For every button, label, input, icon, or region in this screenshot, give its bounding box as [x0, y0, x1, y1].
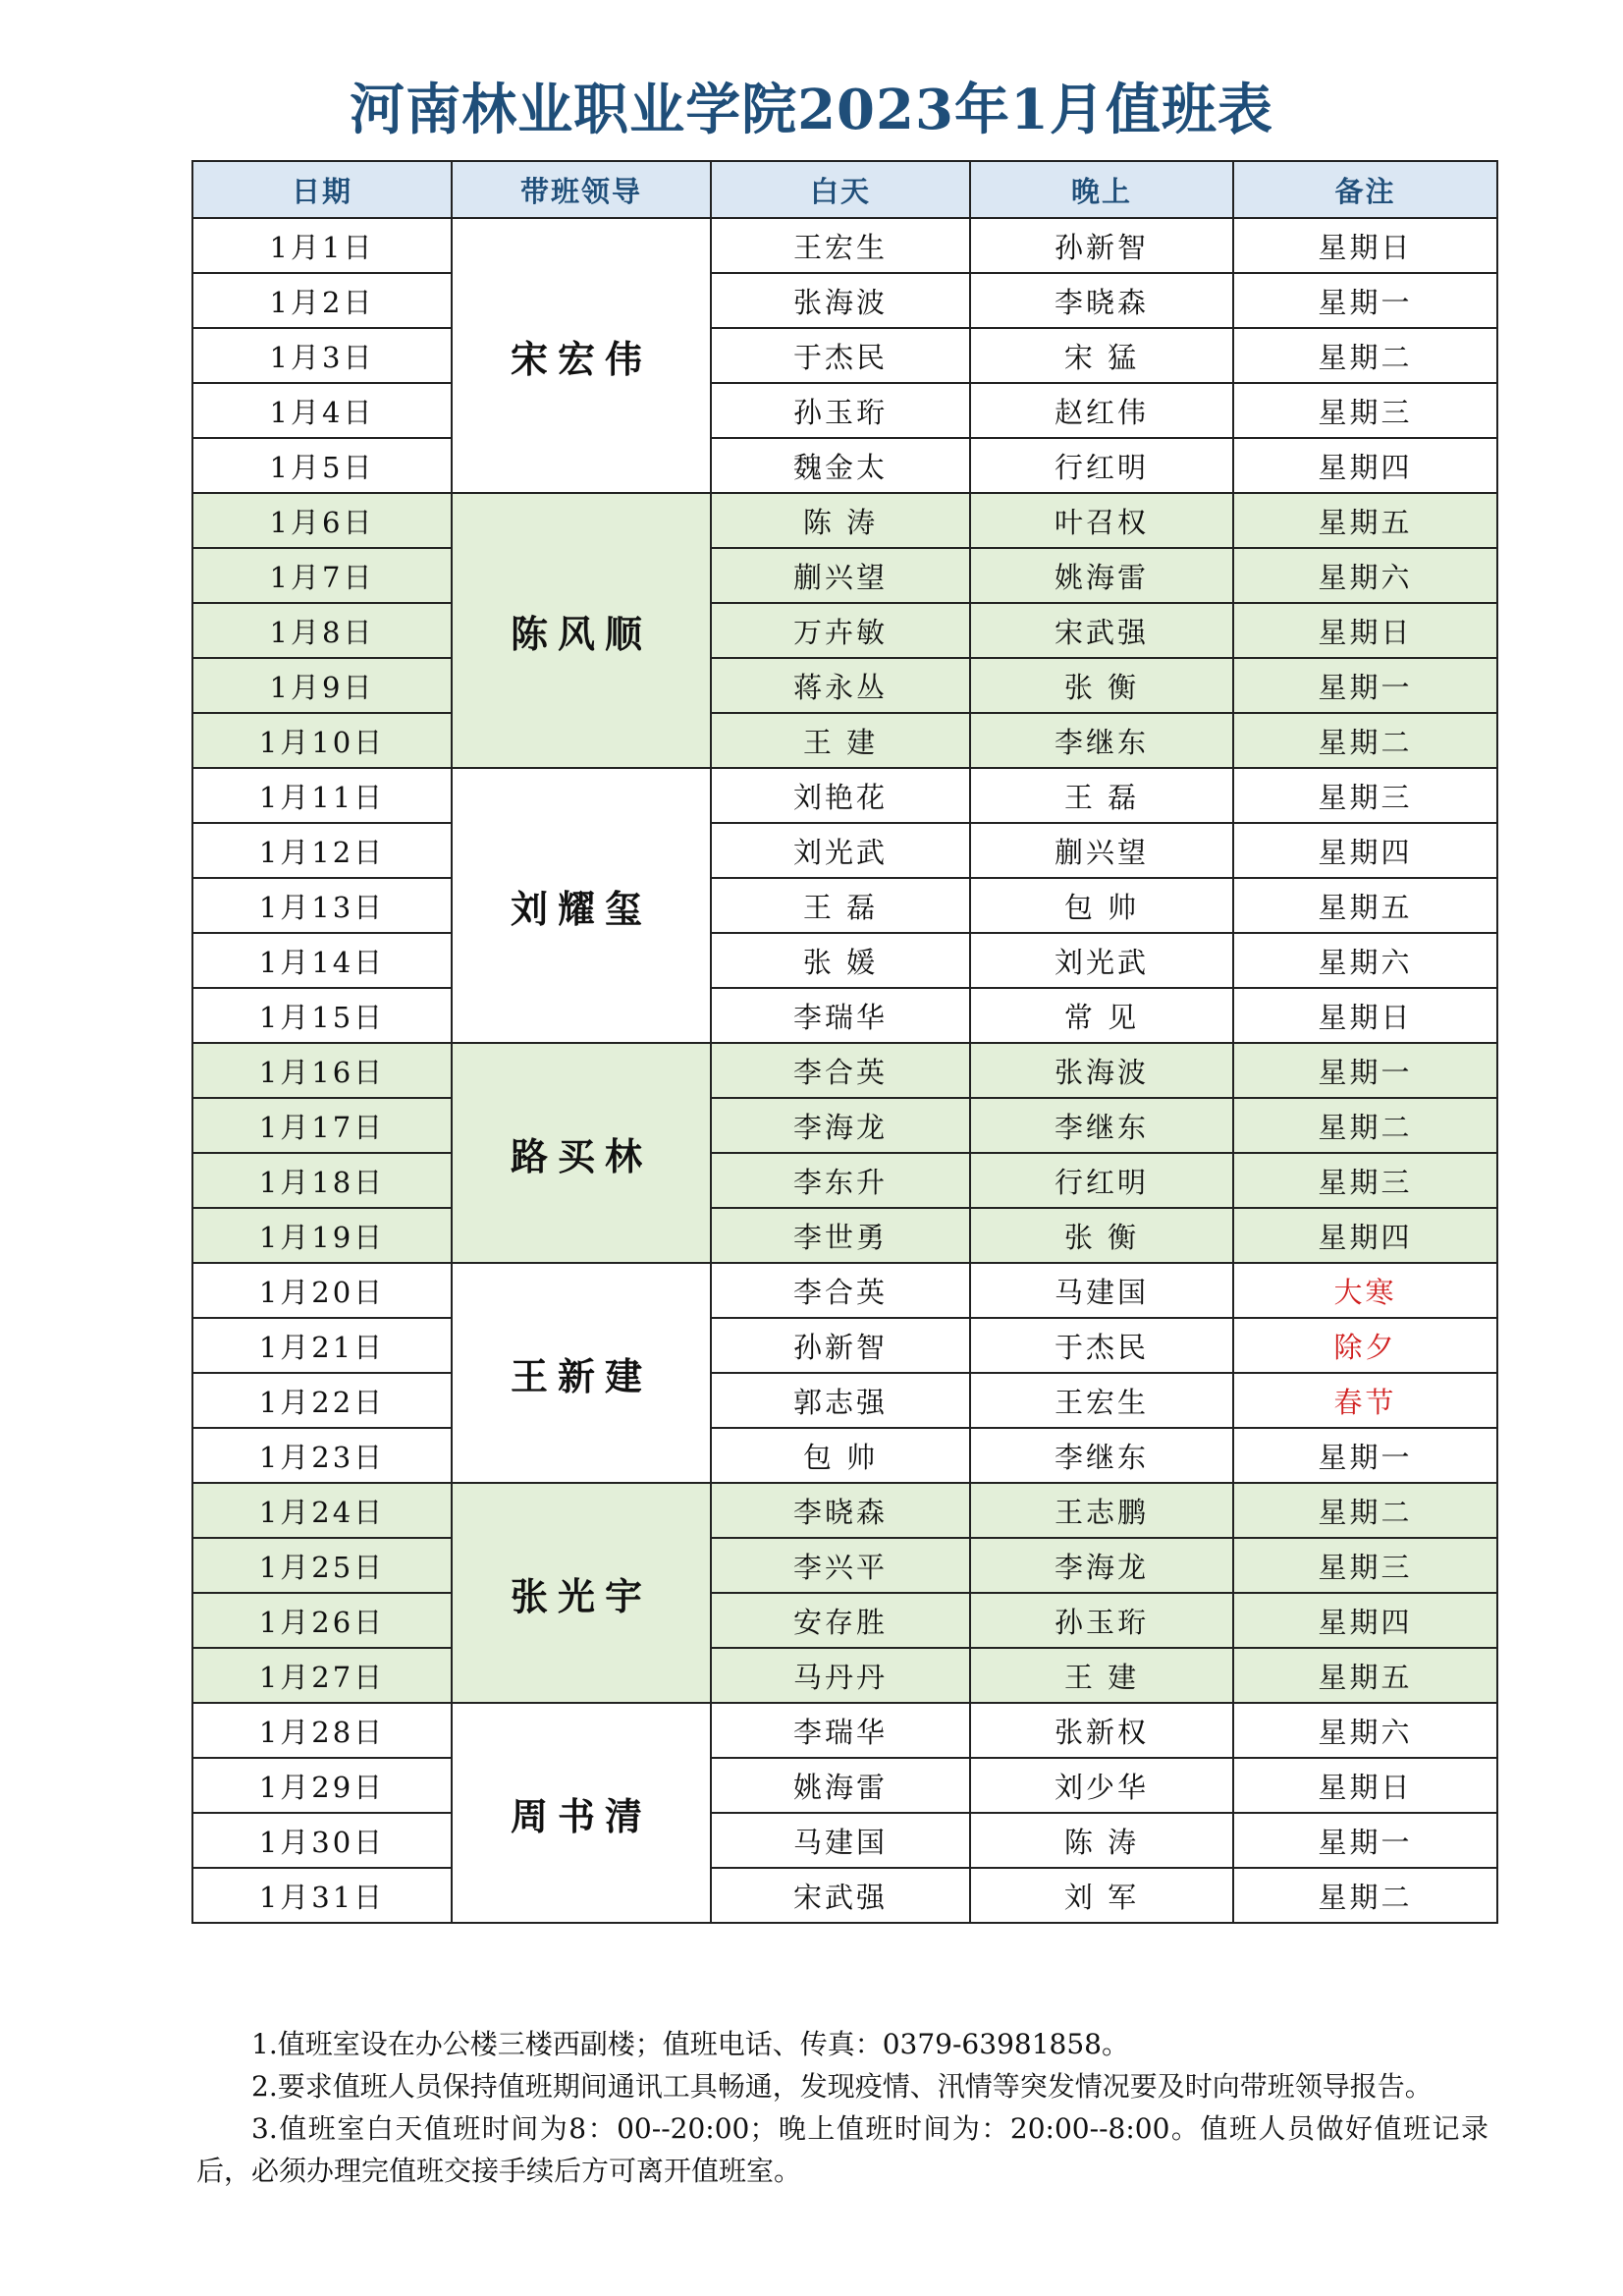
- night-shift-cell: 陈 涛: [970, 1813, 1233, 1868]
- table-row: [192, 1373, 1497, 1428]
- table-row: [192, 218, 1497, 273]
- table-row: [192, 1428, 1497, 1483]
- table-row: [192, 658, 1497, 713]
- night-shift-cell: 常 见: [970, 988, 1233, 1043]
- date-cell: 1月5日: [192, 438, 452, 493]
- night-shift-cell: 刘光武: [970, 933, 1233, 988]
- date-cell: 1月30日: [192, 1813, 452, 1868]
- remark-cell: 星期二: [1233, 328, 1497, 383]
- table-row: [192, 823, 1497, 878]
- date-cell: 1月8日: [192, 603, 452, 658]
- table-row: [192, 768, 1497, 823]
- day-shift-cell: 孙玉珩: [711, 383, 970, 438]
- remark-cell: 星期三: [1233, 1538, 1497, 1593]
- day-shift-cell: 王 建: [711, 713, 970, 768]
- date-cell: 1月3日: [192, 328, 452, 383]
- table-row: [192, 548, 1497, 603]
- day-shift-cell: 李瑞华: [711, 1703, 970, 1758]
- remark-cell: 星期三: [1233, 1153, 1497, 1208]
- date-cell: 1月19日: [192, 1208, 452, 1263]
- table-row: [192, 1758, 1497, 1813]
- table-row: [192, 988, 1497, 1043]
- day-shift-cell: 李海龙: [711, 1098, 970, 1153]
- night-shift-cell: 行红明: [970, 1153, 1233, 1208]
- remark-cell: 星期六: [1233, 933, 1497, 988]
- table-row: [192, 1483, 1497, 1538]
- table-row: [192, 1538, 1497, 1593]
- table-row: [192, 1208, 1497, 1263]
- date-cell: 1月12日: [192, 823, 452, 878]
- day-shift-cell: 李兴平: [711, 1538, 970, 1593]
- remark-cell: 星期二: [1233, 713, 1497, 768]
- day-shift-cell: 李晓森: [711, 1483, 970, 1538]
- day-shift-cell: 李合英: [711, 1263, 970, 1318]
- remark-cell: 星期一: [1233, 1043, 1497, 1098]
- table-row: [192, 493, 1497, 548]
- remark-cell: 星期一: [1233, 1428, 1497, 1483]
- holiday-note-cell: 除夕: [1233, 1318, 1497, 1373]
- table-row: [192, 1098, 1497, 1153]
- date-cell: 1月6日: [192, 493, 452, 548]
- table-header-row: [192, 161, 1497, 218]
- day-shift-cell: 李合英: [711, 1043, 970, 1098]
- date-cell: 1月4日: [192, 383, 452, 438]
- remark-cell: 星期一: [1233, 658, 1497, 713]
- remark-cell: 星期一: [1233, 1813, 1497, 1868]
- note-item: 2.要求值班人员保持值班期间通讯工具畅通，发现疫情、汛情等突发情况要及时向带班领导报告。: [251, 2070, 1433, 2103]
- table-row: [192, 328, 1497, 383]
- remark-cell: 星期日: [1233, 603, 1497, 658]
- table-row: [192, 438, 1497, 493]
- table-row: [192, 713, 1497, 768]
- day-shift-cell: 王宏生: [711, 218, 970, 273]
- day-shift-cell: 万卉敏: [711, 603, 970, 658]
- remark-cell: 星期四: [1233, 1208, 1497, 1263]
- night-shift-cell: 马建国: [970, 1263, 1233, 1318]
- day-shift-cell: 蒯兴望: [711, 548, 970, 603]
- table-row: [192, 1703, 1497, 1758]
- day-shift-cell: 安存胜: [711, 1593, 970, 1648]
- night-shift-cell: 宋 猛: [970, 328, 1233, 383]
- table-row: [192, 1648, 1497, 1703]
- night-shift-cell: 于杰民: [970, 1318, 1233, 1373]
- duty-roster-table: [191, 160, 1498, 1924]
- day-shift-cell: 宋武强: [711, 1868, 970, 1923]
- table-row: [192, 1043, 1497, 1098]
- remark-cell: 星期一: [1233, 273, 1497, 328]
- night-shift-cell: 王志鹏: [970, 1483, 1233, 1538]
- header-date: 日期: [192, 161, 452, 218]
- table-row: [192, 1868, 1497, 1923]
- night-shift-cell: 王 建: [970, 1648, 1233, 1703]
- notes: [196, 2023, 1488, 2192]
- holiday-note-cell: 大寒: [1233, 1263, 1497, 1318]
- date-cell: 1月26日: [192, 1593, 452, 1648]
- remark-cell: 星期日: [1233, 988, 1497, 1043]
- night-shift-cell: 宋武强: [970, 603, 1233, 658]
- night-shift-cell: 刘少华: [970, 1758, 1233, 1813]
- night-shift-cell: 行红明: [970, 438, 1233, 493]
- table-row: [192, 1593, 1497, 1648]
- remark-cell: 星期四: [1233, 438, 1497, 493]
- table-row: [192, 1318, 1497, 1373]
- header-remarks: 备注: [1233, 161, 1497, 218]
- note-item: 1.值班室设在办公楼三楼西副楼；值班电话、传真：0379-63981858。: [251, 2028, 1129, 2060]
- date-cell: 1月17日: [192, 1098, 452, 1153]
- day-shift-cell: 马建国: [711, 1813, 970, 1868]
- header-leader: 带班领导: [452, 161, 711, 218]
- night-shift-cell: 王 磊: [970, 768, 1233, 823]
- day-shift-cell: 刘光武: [711, 823, 970, 878]
- day-shift-cell: 李世勇: [711, 1208, 970, 1263]
- remark-cell: 星期二: [1233, 1868, 1497, 1923]
- date-cell: 1月28日: [192, 1703, 452, 1758]
- date-cell: 1月18日: [192, 1153, 452, 1208]
- remark-cell: 星期五: [1233, 493, 1497, 548]
- remark-cell: 星期日: [1233, 218, 1497, 273]
- night-shift-cell: 蒯兴望: [970, 823, 1233, 878]
- leader-cell: 宋宏伟: [452, 218, 711, 493]
- night-shift-cell: 张 衡: [970, 658, 1233, 713]
- night-shift-cell: 孙玉珩: [970, 1593, 1233, 1648]
- date-cell: 1月31日: [192, 1868, 452, 1923]
- day-shift-cell: 王 磊: [711, 878, 970, 933]
- night-shift-cell: 叶召权: [970, 493, 1233, 548]
- remark-cell: 星期二: [1233, 1483, 1497, 1538]
- date-cell: 1月2日: [192, 273, 452, 328]
- remark-cell: 星期二: [1233, 1098, 1497, 1153]
- date-cell: 1月13日: [192, 878, 452, 933]
- holiday-note-cell: 春节: [1233, 1373, 1497, 1428]
- night-shift-cell: 李继东: [970, 1428, 1233, 1483]
- day-shift-cell: 于杰民: [711, 328, 970, 383]
- table-row: [192, 1263, 1497, 1318]
- night-shift-cell: 包 帅: [970, 878, 1233, 933]
- leader-cell: 张光宇: [452, 1483, 711, 1703]
- night-shift-cell: 赵红伟: [970, 383, 1233, 438]
- day-shift-cell: 蒋永丛: [711, 658, 970, 713]
- remark-cell: 星期三: [1233, 383, 1497, 438]
- leader-cell: 刘耀玺: [452, 768, 711, 1043]
- date-cell: 1月7日: [192, 548, 452, 603]
- remark-cell: 星期六: [1233, 548, 1497, 603]
- date-cell: 1月14日: [192, 933, 452, 988]
- date-cell: 1月1日: [192, 218, 452, 273]
- date-cell: 1月15日: [192, 988, 452, 1043]
- remark-cell: 星期四: [1233, 1593, 1497, 1648]
- night-shift-cell: 李晓森: [970, 273, 1233, 328]
- leader-cell: 周书清: [452, 1703, 711, 1923]
- date-cell: 1月10日: [192, 713, 452, 768]
- day-shift-cell: 张 媛: [711, 933, 970, 988]
- date-cell: 1月24日: [192, 1483, 452, 1538]
- remark-cell: 星期三: [1233, 768, 1497, 823]
- remark-cell: 星期日: [1233, 1758, 1497, 1813]
- day-shift-cell: 李东升: [711, 1153, 970, 1208]
- header-night-shift: 晚上: [970, 161, 1233, 218]
- night-shift-cell: 王宏生: [970, 1373, 1233, 1428]
- night-shift-cell: 姚海雷: [970, 548, 1233, 603]
- table-row: [192, 878, 1497, 933]
- remark-cell: 星期四: [1233, 823, 1497, 878]
- date-cell: 1月27日: [192, 1648, 452, 1703]
- note-item: 3.值班室白天值班时间为8：00--20:00；晚上值班时间为：20:00--8:00。值班人员做好值班记录后，必须办理完值班交接手续后方可离开值班室。: [196, 2112, 1488, 2187]
- leader-cell: 路买林: [452, 1043, 711, 1263]
- day-shift-cell: 孙新智: [711, 1318, 970, 1373]
- page-title: 河南林业职业学院2023年1月值班表: [350, 78, 1273, 142]
- leader-cell: 王新建: [452, 1263, 711, 1483]
- night-shift-cell: 刘 军: [970, 1868, 1233, 1923]
- night-shift-cell: 张新权: [970, 1703, 1233, 1758]
- day-shift-cell: 姚海雷: [711, 1758, 970, 1813]
- date-cell: 1月11日: [192, 768, 452, 823]
- remark-cell: 星期六: [1233, 1703, 1497, 1758]
- table-row: [192, 383, 1497, 438]
- day-shift-cell: 刘艳花: [711, 768, 970, 823]
- day-shift-cell: 陈 涛: [711, 493, 970, 548]
- date-cell: 1月16日: [192, 1043, 452, 1098]
- leader-cell: 陈风顺: [452, 493, 711, 768]
- night-shift-cell: 张 衡: [970, 1208, 1233, 1263]
- day-shift-cell: 马丹丹: [711, 1648, 970, 1703]
- date-cell: 1月21日: [192, 1318, 452, 1373]
- night-shift-cell: 李继东: [970, 1098, 1233, 1153]
- table-row: [192, 273, 1497, 328]
- header-day-shift: 白天: [711, 161, 970, 218]
- night-shift-cell: 李海龙: [970, 1538, 1233, 1593]
- night-shift-cell: 张海波: [970, 1043, 1233, 1098]
- date-cell: 1月22日: [192, 1373, 452, 1428]
- night-shift-cell: 孙新智: [970, 218, 1233, 273]
- remark-cell: 星期五: [1233, 1648, 1497, 1703]
- table-row: [192, 1813, 1497, 1868]
- date-cell: 1月29日: [192, 1758, 452, 1813]
- table-row: [192, 933, 1497, 988]
- date-cell: 1月25日: [192, 1538, 452, 1593]
- day-shift-cell: 魏金太: [711, 438, 970, 493]
- date-cell: 1月23日: [192, 1428, 452, 1483]
- night-shift-cell: 李继东: [970, 713, 1233, 768]
- table-row: [192, 1153, 1497, 1208]
- table-row: [192, 603, 1497, 658]
- day-shift-cell: 李瑞华: [711, 988, 970, 1043]
- remark-cell: 星期五: [1233, 878, 1497, 933]
- date-cell: 1月9日: [192, 658, 452, 713]
- roster-body: [192, 218, 1497, 1923]
- day-shift-cell: 包 帅: [711, 1428, 970, 1483]
- day-shift-cell: 张海波: [711, 273, 970, 328]
- date-cell: 1月20日: [192, 1263, 452, 1318]
- day-shift-cell: 郭志强: [711, 1373, 970, 1428]
